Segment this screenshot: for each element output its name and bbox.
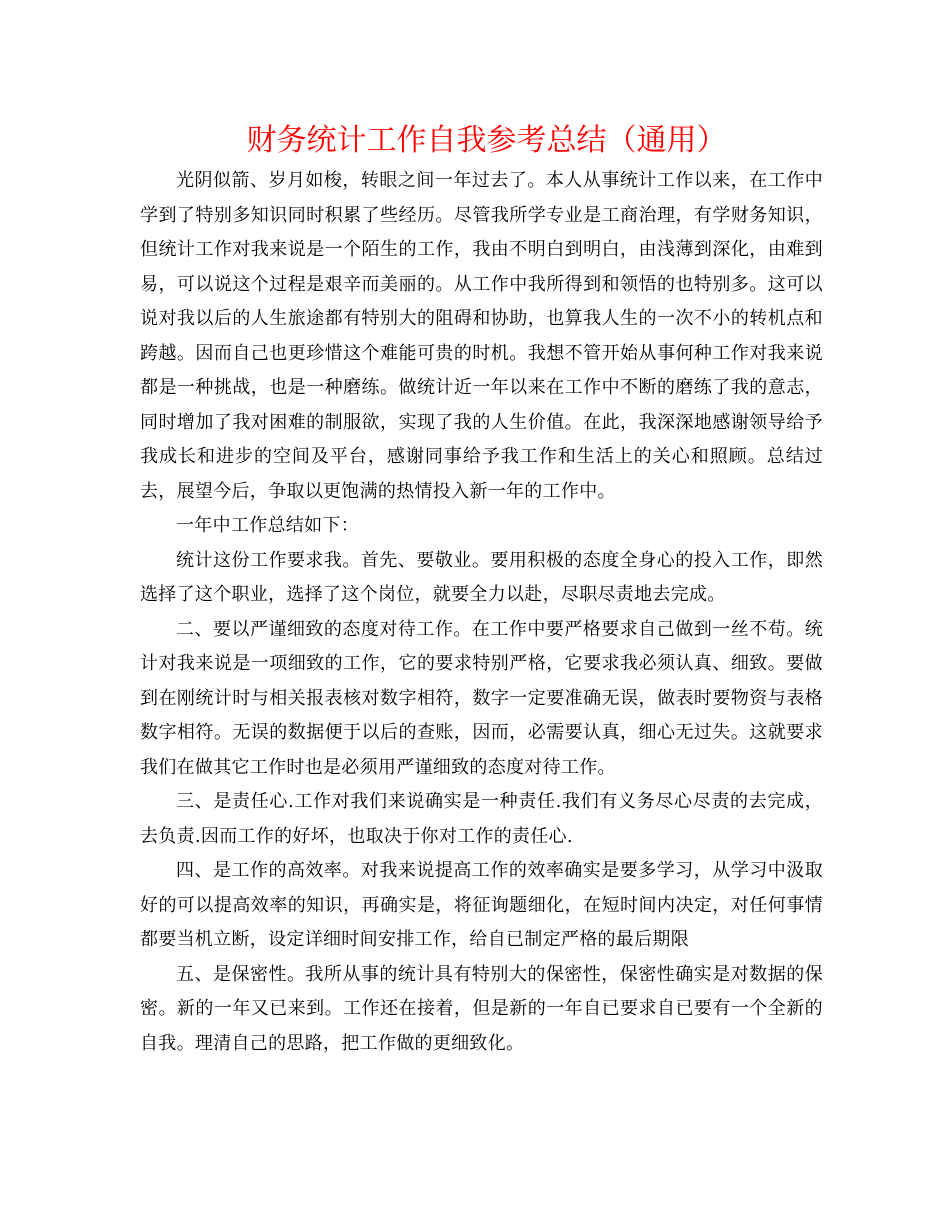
paragraph-point-5: 五、是保密性。我所从事的统计具有特别大的保密性，保密性确实是对数据的保密。新的一年又已来到。工作还在接着，但是新的一年自已要求自已要有一个全新的自我。理清自己的思路，把工作做的更细致化。 — [140, 963, 823, 1054]
document-title: 财务统计工作自我参考总结（通用） — [246, 123, 727, 158]
paragraph-point-1: 统计这份工作要求我。首先、要敬业。要用积极的态度全身心的投入工作，即然选择了这个职业，选择了这个岗位，就要全力以赴，尽职尽责地去完成。 — [140, 549, 823, 605]
document-page — [140, 118, 823, 1061]
paragraph-summary-heading: 一年中工作总结如下： — [176, 515, 359, 536]
paragraph-point-2: 二、要以严谨细致的态度对待工作。在工作中要严格要求自己做到一丝不苟。统计对我来说是一项细致的工作，它的要求特别严格，它要求我必须认真、细致。要做到在刚统计时与相关报表核对数字相符，数字一定要准确无误，做表时要物资与表格数字相符。无误的数据便于以后的查账，因而，必需要认真，细心无过失。这就要求我们在做其它工作时也是必须用严谨细致的态度对待工作。 — [140, 618, 823, 778]
paragraph-point-4: 四、是工作的高效率。对我来说提高工作的效率确实是要多学习，从学习中汲取好的可以提高效率的知识，再确实是，将征询题细化，在短时间内决定，对任何事情都要当机立断，设定详细时间安排工作，给自已制定严格的最后期限 — [140, 860, 823, 950]
paragraph-intro: 光阴似箭、岁月如梭，转眼之间一年过去了。本人从事统计工作以来，在工作中学到了特别多知识同时积累了些经历。尽管我所学专业是工商治理，有学财务知识，但统计工作对我来说是一个陌生的工作，我由不明白到明白，由浅薄到深化，由难到易，可以说这个过程是艰辛而美丽的。从工作中我所得到和领悟的也特别多。这可以说对我以后的人生旅途都有特别大的阻碍和协助，也算我人生的一次不小的转机点和跨越。因而自己也更珍惜这个难能可贵的时机。我想不管开始从事何种工作对我来说都是一种挑战，也是一种磨练。做统计近一年以来在工作中不断的磨练了我的意志，同时增加了我对困难的制服欲，实现了我的人生价值。在此，我深深地感谢领导给予我成长和进步的空间及平台，感谢同事给予我工作和生活上的关心和照顾。总结过去，展望今后，争取以更饱满的热情投入新一年的工作中。 — [140, 170, 823, 502]
paragraph-point-3: 三、是责任心.工作对我们来说确实是一种责任.我们有义务尽心尽责的去完成，去负责.因而工作的好坏，也取决于你对工作的责任心. — [140, 791, 823, 847]
